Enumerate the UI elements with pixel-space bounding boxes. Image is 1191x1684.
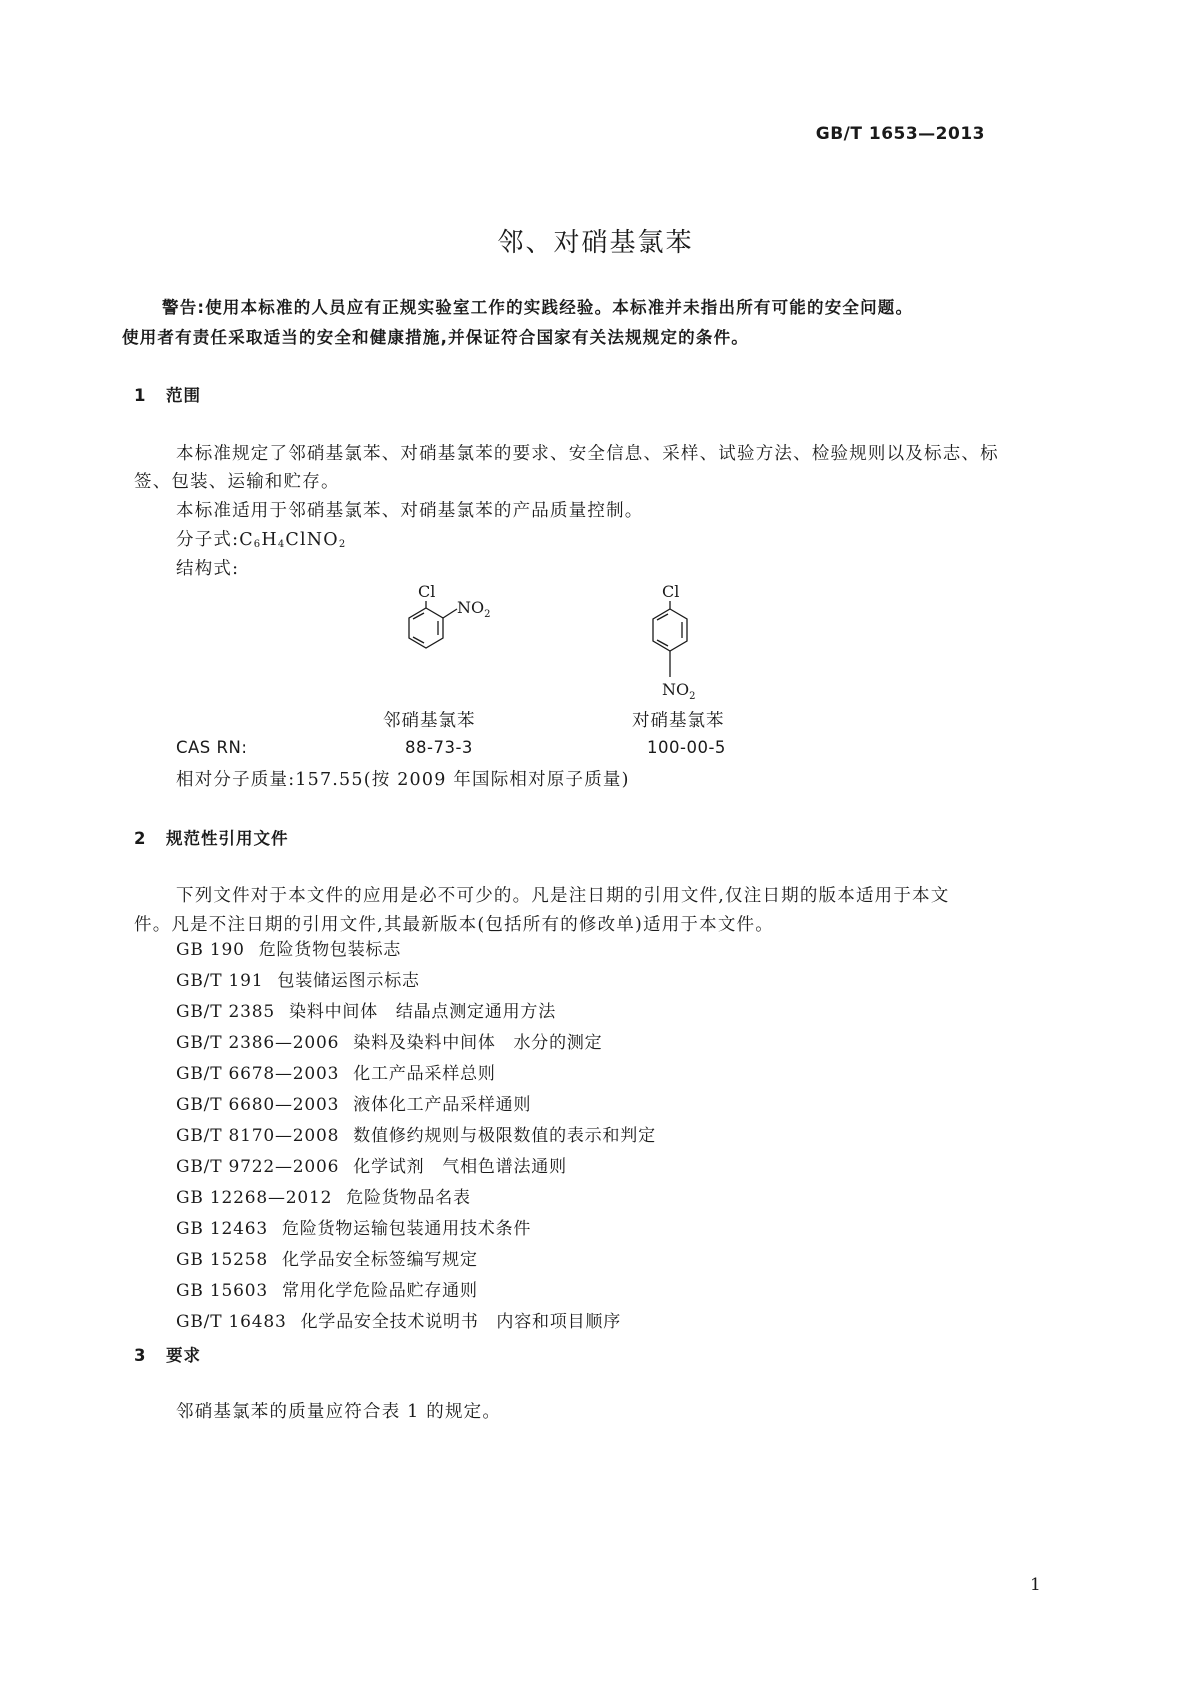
ortho-cl-label: Cl	[418, 582, 436, 601]
reference-code: GB/T 8170—2008	[176, 1126, 340, 1146]
formula-o-sub: 2	[338, 539, 347, 550]
reference-item	[176, 938, 656, 969]
reference-title: 常用化学危险品贮存通则	[281, 1281, 478, 1301]
requirements-para-1: 邻硝基氯苯的质量应符合表 1 的规定。	[176, 1402, 502, 1422]
section-2-number: 2	[134, 829, 147, 848]
reference-code: GB/T 6678—2003	[176, 1064, 340, 1084]
reference-code: GB/T 191	[176, 971, 264, 991]
section-3-title: 要求	[166, 1346, 201, 1365]
document-title: 邻、对硝基氯苯	[497, 228, 694, 258]
section-3-number: 3	[134, 1346, 147, 1365]
molecular-formula	[176, 526, 346, 551]
para-cas: 100-00-5	[647, 738, 726, 757]
reference-item	[176, 1124, 656, 1155]
formula-h-sub: 4	[277, 539, 286, 550]
reference-code: GB/T 6680—2003	[176, 1095, 340, 1115]
page-number: 1	[1030, 1575, 1041, 1595]
para-cl-label: Cl	[662, 582, 680, 601]
formula-label: 分子式:	[176, 530, 240, 550]
reference-item	[176, 1093, 656, 1124]
reference-item	[176, 1248, 656, 1279]
warning-line-1: 警告:使用本标准的人员应有正规实验室工作的实践经验。本标准并未指出所有可能的安全问题。	[162, 298, 914, 317]
reference-item	[176, 969, 656, 1000]
references-intro-line-1: 下列文件对于本文件的应用是必不可少的。凡是注日期的引用文件,仅注日期的版本适用于本文	[176, 886, 950, 906]
reference-title: 染料及染料中间体 水分的测定	[353, 1033, 603, 1053]
ortho-structure-diagram	[400, 580, 520, 670]
reference-title: 危险货物运输包装通用技术条件	[281, 1219, 532, 1239]
cas-label: CAS RN:	[176, 738, 248, 757]
reference-item	[176, 1186, 656, 1217]
section-1-title: 范围	[166, 386, 201, 405]
section-2-heading	[134, 825, 289, 849]
reference-title: 化学品安全技术说明书 内容和项目顺序	[300, 1312, 622, 1332]
reference-title: 化学品安全标签编写规定	[281, 1250, 478, 1270]
reference-code: GB/T 16483	[176, 1312, 287, 1332]
scope-para-1-line-2: 签、包装、运输和贮存。	[134, 472, 340, 492]
reference-title: 化学试剂 气相色谱法通则	[353, 1157, 567, 1177]
para-name: 对硝基氯苯	[632, 711, 725, 731]
reference-code: GB/T 2385	[176, 1002, 276, 1022]
reference-title: 包装储运图示标志	[277, 971, 420, 991]
reference-code: GB 15603	[176, 1281, 268, 1301]
reference-code: GB 12268—2012	[176, 1188, 333, 1208]
reference-code: GB/T 2386—2006	[176, 1033, 340, 1053]
ortho-benzene-ring	[409, 601, 457, 648]
warning-line-2: 使用者有责任采取适当的安全和健康措施,并保证符合国家有关法规规定的条件。	[122, 328, 749, 347]
reference-title: 液体化工产品采样通则	[353, 1095, 532, 1115]
ortho-name: 邻硝基氯苯	[383, 711, 476, 731]
reference-title: 数值修约规则与极限数值的表示和判定	[353, 1126, 656, 1146]
structure-label: 结构式:	[176, 559, 240, 579]
para-benzene-ring	[653, 601, 687, 677]
reference-item	[176, 1000, 656, 1031]
reference-code: GB 12463	[176, 1219, 268, 1239]
reference-item	[176, 1155, 656, 1186]
reference-item	[176, 1217, 656, 1248]
reference-title: 危险货物品名表	[346, 1188, 471, 1208]
ortho-no2-bond	[443, 609, 457, 618]
reference-title: 染料中间体 结晶点测定通用方法	[289, 1002, 557, 1022]
ortho-no2-label: $NO_2$	[457, 598, 491, 620]
para-no2-label: $NO_2$	[662, 680, 696, 702]
section-1-number: 1	[134, 386, 147, 405]
formula-rest: ClNO	[285, 530, 339, 550]
reference-code: GB 190	[176, 940, 245, 960]
references-intro-line-2: 件。凡是不注日期的引用文件,其最新版本(包括所有的修改单)适用于本文件。	[134, 915, 774, 935]
scope-para-2: 本标准适用于邻硝基氯苯、对硝基氯苯的产品质量控制。	[176, 501, 644, 521]
scope-para-1-line-1: 本标准规定了邻硝基氯苯、对硝基氯苯的要求、安全信息、采样、试验方法、检验规则以及标志、标	[176, 444, 999, 464]
section-2-title: 规范性引用文件	[166, 829, 289, 848]
reference-title: 危险货物包装标志	[258, 940, 402, 960]
reference-item	[176, 1031, 656, 1062]
molar-mass: 相对分子质量:157.55(按 2009 年国际相对原子质量)	[176, 770, 630, 790]
standard-code: GB/T 1653—2013	[815, 124, 985, 144]
reference-item	[176, 1279, 656, 1310]
reference-code: GB/T 9722—2006	[176, 1157, 340, 1177]
reference-code: GB 15258	[176, 1250, 268, 1270]
formula-h: H	[261, 530, 278, 550]
normative-references-list	[176, 938, 656, 1341]
reference-item	[176, 1310, 656, 1341]
formula-c-sub: 6	[253, 539, 262, 550]
formula-c: C	[239, 530, 254, 550]
para-structure-diagram	[640, 580, 720, 700]
section-3-heading	[134, 1342, 201, 1366]
reference-item	[176, 1062, 656, 1093]
reference-title: 化工产品采样总则	[353, 1064, 496, 1084]
ortho-cas: 88-73-3	[405, 738, 473, 757]
section-1-heading	[134, 382, 201, 406]
